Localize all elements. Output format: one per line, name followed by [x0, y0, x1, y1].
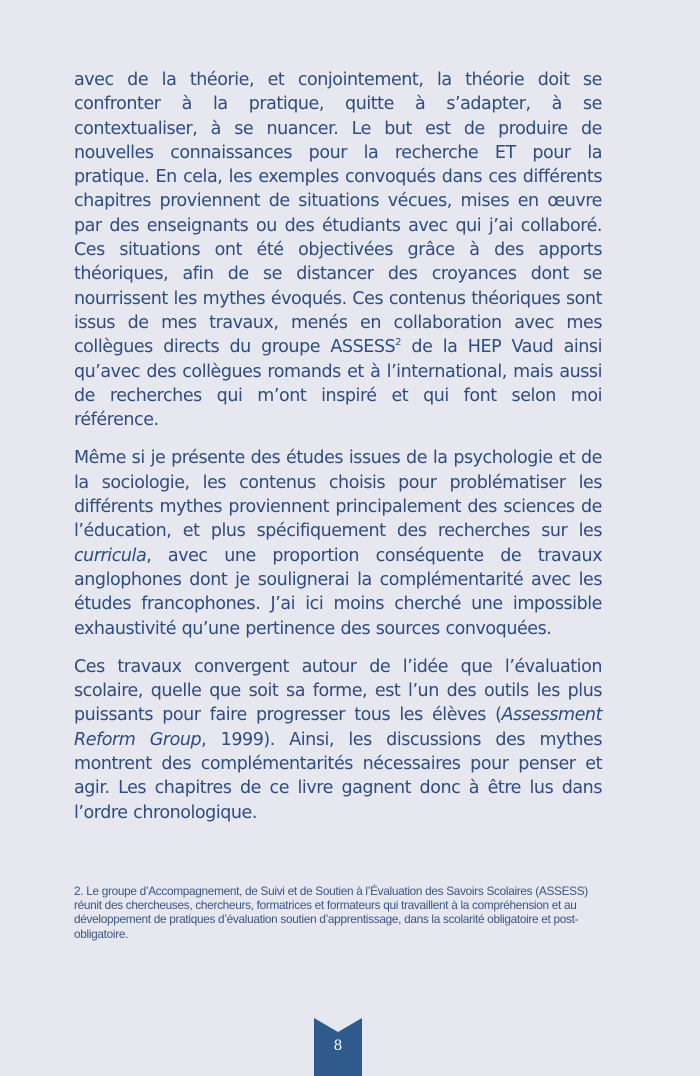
paragraph-1 [74, 68, 602, 432]
paragraph-2-italic: curricula [74, 545, 147, 566]
paragraph-3-text-a: Ces travaux convergent autour de l’idée que l’évaluation scolaire, quelle que soit sa forme, est l’un des outils les plus puissants pour faire progresser tous les élèves ( [74, 656, 602, 726]
paragraph-2 [74, 446, 602, 640]
paragraph-2-text-a: Même si je présente des études issues de la psychologie et de la sociologie, les contenus choisis pour problématiser les différents mythes proviennent principalement des sciences de l’éducation, et plus spécifiquement des recherches sur les [74, 448, 602, 542]
paragraph-3-text-b: , 1999). Ainsi, les discussions des mythes montrent des complémentarités nécessaires pour penser et agir. Les chapitres de ce livre gagnent donc à être lus dans l’ordre chronologique. [74, 729, 602, 823]
paragraph-3 [74, 655, 602, 825]
footnote-ref[interactable]: 2 [395, 337, 402, 349]
footnote: 2. Le groupe d’Accompagnement, de Suivi et de Soutien à l’Évaluation des Savoirs Scolaires (ASSESS) réunit des chercheuses, chercheurs, formatrices et formateurs qui travaillent à la compréhension et au développement de pratiques d’évaluation soutien d’apprentissage, dans la scolarité obligatoire et post-obligatoire. [74, 884, 588, 941]
paragraph-3-italic: Assessment Reform Group [74, 705, 602, 750]
main-text [74, 68, 602, 839]
paragraph-1-text-a: avec de la théorie, et conjointement, la théorie doit se confronter à la pratique, quitte à s’adapter, à se contextualiser, à se nuancer. Le but est de produire de nouvelles connaissances pour la recherche ET pour la pratique. En cela, les exemples convoqués dans ces différents chapitres proviennent de situations vécues, mises en œuvre par des enseignants ou des étudiants avec qui j’ai collaboré. Ces situations ont été objectivées grâce à des apports théoriques, afin de se distancer des croyances dont se nourrissent les mythes évoqués. Ces contenus théoriques sont issus de mes travaux, menés en collaboration avec mes collègues directs du groupe ASSESS [74, 70, 602, 358]
paragraph-1-text-b: de la HEP Vaud ainsi qu’avec des collègues romands et à l’international, mais aussi de recherches qui m’ont inspiré et qui font selon moi référence. [74, 337, 602, 431]
paragraph-2-text-b: , avec une proportion conséquente de travaux anglophones dont je soulignerai la complémentarité avec les études francophones. J’ai ici moins cherché une impossible exhaustivité qu’une pertinence des sources convoquées. [74, 545, 602, 639]
page-number: 8 [333, 1038, 343, 1054]
